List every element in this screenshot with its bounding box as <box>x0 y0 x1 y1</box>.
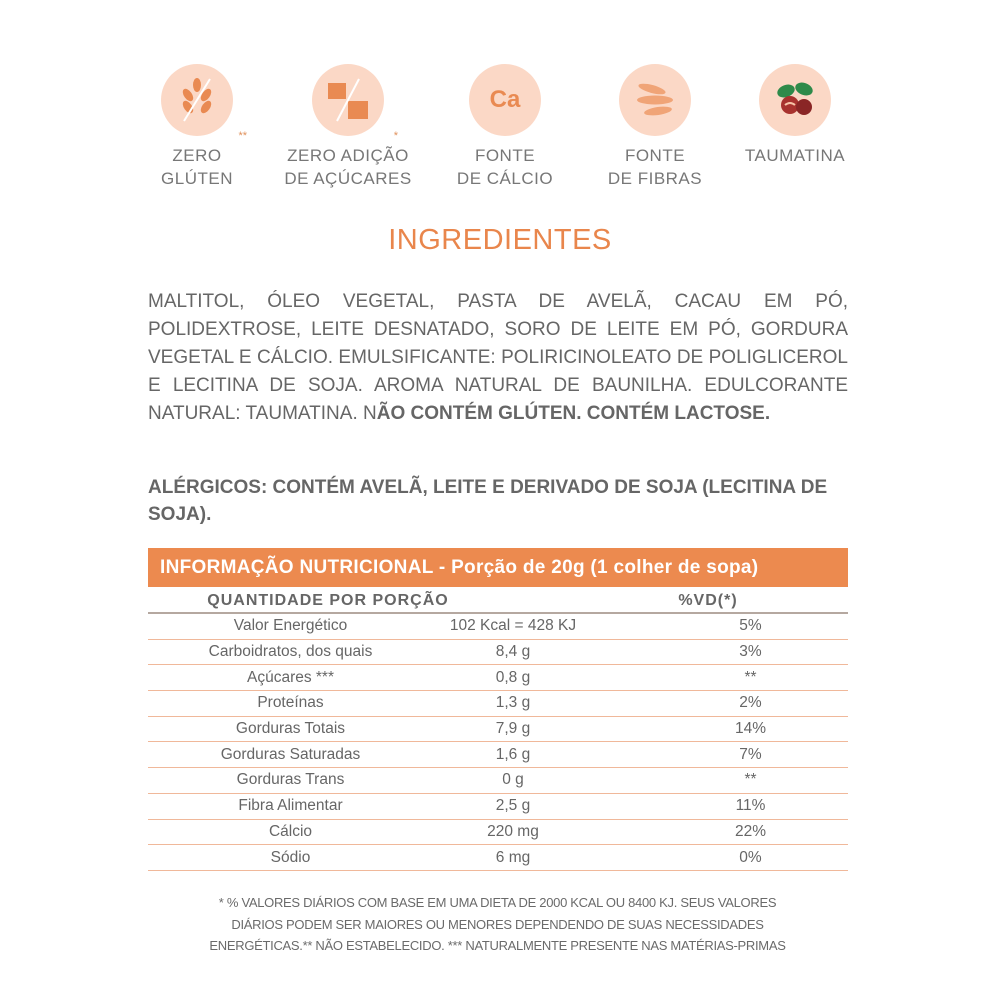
badge-label: DE FIBRAS <box>607 169 703 188</box>
table-row <box>148 665 848 691</box>
badges <box>0 64 1000 194</box>
nutrient-vd: 22% <box>734 822 767 840</box>
nutrient-name: Proteínas <box>257 694 324 712</box>
ingredients-title: INGREDIENTES <box>388 224 612 256</box>
nutrient-name: Gorduras Trans <box>236 771 345 789</box>
column-headers: QUANTIDADE POR PORÇÃO %VD(*) <box>148 587 848 614</box>
table-row <box>148 742 848 768</box>
nutrient-vd: 2% <box>739 694 762 712</box>
wheat-crossed-icon: ** <box>161 64 233 136</box>
nutrient-vd: 11% <box>735 797 766 815</box>
nutrient-amount: 2,5 g <box>495 797 531 815</box>
table-row <box>148 820 848 846</box>
badge-label: DE CÁLCIO <box>456 169 554 188</box>
footnote: * % VALORES DIÁRIOS COM BASE EM UMA DIETA DE 2000 KCAL OU 8400 KJ. SEUS VALORES DIÁRIOS PODEM SER MAIORES OU MENORES DEPENDENDO DE SUAS NECESSIDADES ENERGÉTICAS.** NÃO ESTABELECIDO. *** NATURALMENTE PRESENTE NAS MATÉRIAS-PRIMAS <box>209 895 786 953</box>
nutrient-name: Fibra Alimentar <box>238 797 343 815</box>
badge-zero-sugar <box>258 64 438 190</box>
calcium-icon: Ca <box>469 64 541 136</box>
table-row <box>148 717 848 743</box>
nutrient-amount: 220 mg <box>487 822 539 840</box>
nutrient-amount: 1,3 g <box>495 694 531 712</box>
nutrient-vd: ** <box>744 771 757 789</box>
allergens-text: ALÉRGICOS: CONTÉM AVELÃ, LEITE E DERIVADO DE SOJA (LECITINA DE SOJA). <box>148 477 828 525</box>
badge-thaumatin <box>705 64 885 167</box>
fiber-icon <box>619 64 691 136</box>
badge-label: ZERO ADIÇÃO <box>287 146 409 165</box>
nutrient-vd: 5% <box>739 617 762 635</box>
badge-label: DE AÇÚCARES <box>284 169 412 188</box>
nutrition-header: INFORMAÇÃO NUTRICIONAL - Porção de 20g (1 colher de sopa) <box>148 548 848 587</box>
nutrient-name: Carboidratos, dos quais <box>208 643 373 661</box>
nutrient-amount: 1,6 g <box>495 745 531 763</box>
ingredients-text: MALTITOL, ÓLEO VEGETAL, PASTA DE AVELÃ, CACAU EM PÓ, POLIDEXTROSE, LEITE DESNATADO, SORO DE LEITE EM PÓ, GORDURA VEGETAL E CÁLCIO. EMULSIFICANTE: POLIRICINOLEATO DE POLIGLICEROL E LECITINA DE SOJA. AROMA NATURAL DE BAUNILHA. EDULCORANTE NATURAL: TAUMATINA. NÃO CONTÉM GLÚTEN. CONTÉM LACTOSE. <box>148 291 848 424</box>
table-row <box>148 794 848 820</box>
nutrient-name: Gorduras Totais <box>235 720 346 738</box>
nutrient-amount: 6 mg <box>495 848 531 866</box>
nutrient-amount: 8,4 g <box>495 643 531 661</box>
nutrient-vd: ** <box>744 668 757 686</box>
badge-label: ZERO <box>172 146 222 165</box>
badge-label: FONTE <box>474 146 536 165</box>
nutrition-table <box>148 548 848 871</box>
nutrient-amount: 7,9 g <box>495 720 531 738</box>
table-row <box>148 768 848 794</box>
table-row <box>148 614 848 640</box>
nutrient-name: Sódio <box>270 848 311 866</box>
nutrient-vd: 14% <box>734 720 767 738</box>
nutrient-name: Gorduras Saturadas <box>220 745 361 763</box>
table-row <box>148 691 848 717</box>
nutrient-amount: 102 Kcal = 428 KJ <box>449 617 577 635</box>
thaumatin-fruit-icon <box>759 64 831 136</box>
nutrient-amount: 0,8 g <box>495 668 531 686</box>
nutrient-name: Cálcio <box>268 822 313 840</box>
nutrient-vd: 7% <box>739 745 762 763</box>
badge-label: TAUMATINA <box>744 146 846 165</box>
nutrient-vd: 3% <box>739 643 762 661</box>
badge-label: GLÚTEN <box>161 169 233 188</box>
nutrient-name: Valor Energético <box>233 617 348 635</box>
nutrient-name: Açúcares *** <box>246 668 334 686</box>
table-row <box>148 845 848 871</box>
badge-label: FONTE <box>624 146 686 165</box>
nutrient-vd: 0% <box>739 848 762 866</box>
table-row <box>148 640 848 666</box>
nutrient-amount: 0 g <box>502 771 524 789</box>
sugar-cube-crossed-icon: * <box>312 64 384 136</box>
